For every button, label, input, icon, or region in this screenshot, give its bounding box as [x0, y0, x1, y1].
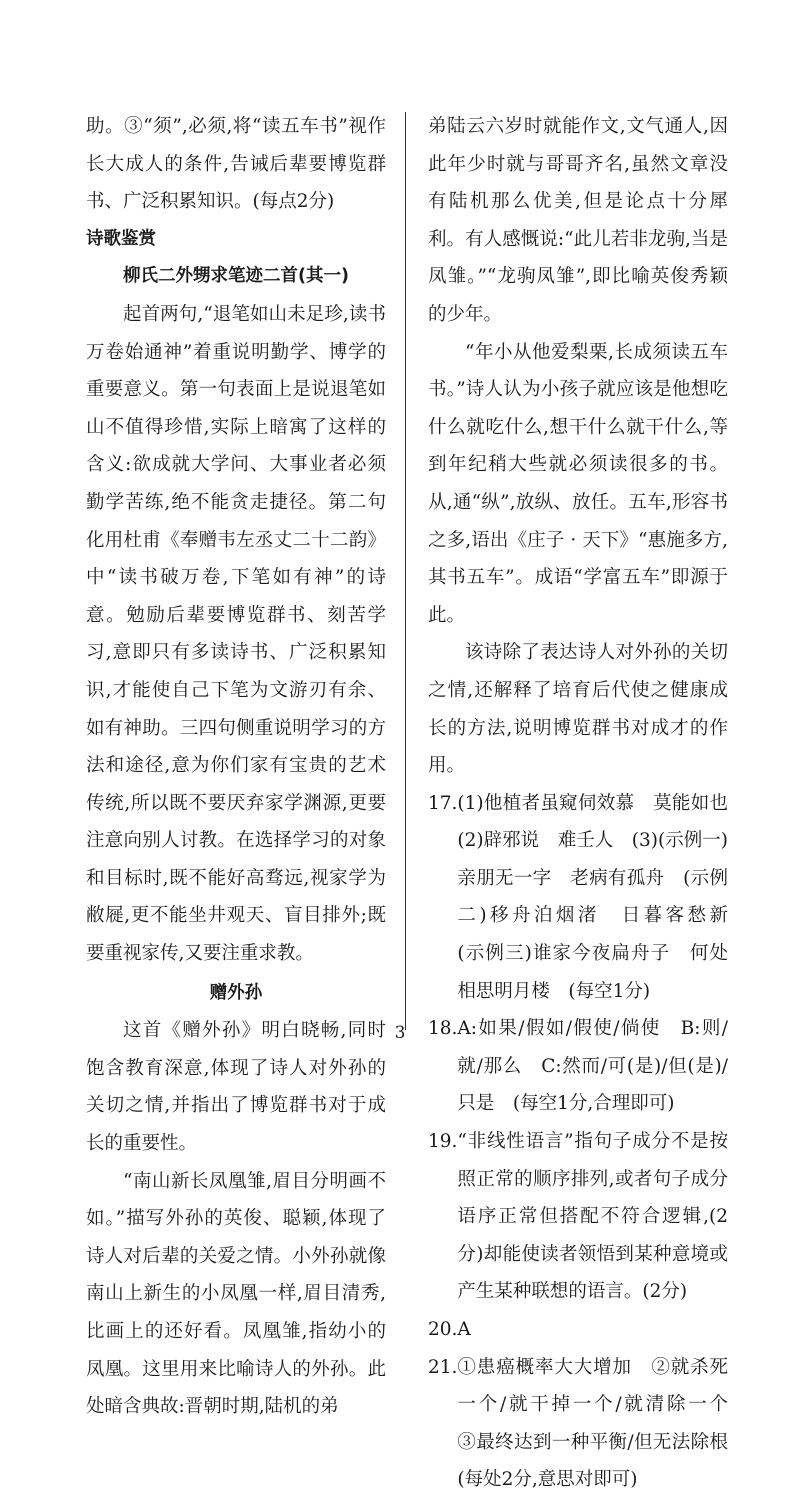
answer-text: A:如果/假如/假使/倘使 B:则/就/那么 C:然而/可(是)/但(是)/只是 (每空1分,合理即可) — [457, 1018, 728, 1115]
column-divider — [405, 112, 406, 1030]
section-title: 诗歌鉴赏 — [86, 228, 156, 249]
page-number: 3 — [394, 1023, 406, 1043]
answer-text: A — [457, 1319, 471, 1340]
answer-number: 20. — [428, 1319, 458, 1340]
answer-item — [428, 1123, 728, 1311]
right-column — [428, 108, 747, 1499]
poem2-analysis-3: 弟陆云六岁时就能作文,文气通人,因此年少时就与哥哥齐名,虽然文章没有陆机那么优美,但是论点十分犀利。有人感慨说:“此儿若非龙驹,当是凤雏。”“龙驹凤雏”,即比喻英俊秀颖的少年。 — [428, 116, 728, 325]
answer-continuation: 助。③“须”,必须,将“读五车书”视作长大成人的条件,告诫后辈要博览群书、广泛积累知识。(每点2分) — [86, 116, 386, 213]
answer-text: “非线性语言”指句子成分不是按照正常的顺序排列,或者句子成分语序正常但搭配不符合逻辑,(2分)却能使读者领悟到某种意境或产生某种联想的语言。(2分) — [457, 1131, 728, 1303]
poem2-title: 赠外孙 — [209, 982, 263, 1003]
poem2-analysis-5: 该诗除了表达诗人对外孙的关切之情,还解释了培育后代使之健康成长的方法,说明博览群书对成才的作用。 — [428, 642, 728, 777]
answer-text: (1)他植者虽窥伺效慕 莫能如也 (2)辟邪说 难壬人 (3)(示例一)亲朋无一字 老病有孤舟 (示例二)移舟泊烟渚 日暮客愁新 (示例三)谁家今夜扁舟子 何处相思明月楼 (每空1分) — [457, 792, 747, 1002]
poem1-analysis: 起首两句,“退笔如山未足珍,读书万卷始通神”着重说明勤学、博学的重要意义。第一句表面上是说退笔如山不值得珍惜,实际上暗寓了这样的含义:欲成就大学问、大事业者必须勤学苦练,绝不能贪走捷径。第二句化用杜甫《奉赠韦左丞丈二十二韵》中“读书破万卷,下笔如有神”的诗意。勉励后辈要博览群书、刻苦学习,意即只有多读诗书、广泛积累知识,才能使自己下笔为文游刃有余、如有神助。三四句侧重说明学习的方法和途径,意为你们家有宝贵的艺术传统,所以既不要厌弃家学渊源,更要注意向别人讨教。在选择学习的对象和目标时,既不能好高骛远,视家学为敝屣,更不能坐井观天、盲目排外;既要重视家传,又要注重求教。 — [86, 303, 386, 965]
left-column — [86, 108, 386, 1426]
answer-number: 18. — [428, 1018, 458, 1040]
poem2-analysis-1: 这首《赠外孙》明白晓畅,同时饱含教育深意,体现了诗人对外孙的关切之情,并指出了博览群书对于成长的重要性。 — [86, 1020, 386, 1155]
answer-number: 17. — [428, 792, 458, 814]
answer-number: 19. — [428, 1131, 458, 1153]
poem2-analysis-2: “南山新长凤凰雏,眉目分明画不如。”描写外孙的英俊、聪颖,体现了诗人对后辈的关爱之情。小外孙就像南山上新生的小凤凰一样,眉目清秀,比画上的还好看。凤凰雏,指幼小的凤凰。这里用来比喻诗人的外孙。此处暗含典故:晋朝时期,陆机的弟 — [86, 1170, 386, 1418]
poem1-title: 柳氏二外甥求笔迹二首(其一) — [123, 266, 349, 287]
answer-item — [428, 1311, 728, 1349]
answer-item — [428, 1349, 747, 1499]
poem2-analysis-4: “年小从他爱梨栗,长成须读五车书。”诗人认为小孩子就应该是他想吃什么就吃什么,想干什么就干什么,等到年纪稍大些就必须读很多的书。从,通“纵”,放纵、放任。五车,形容书之多,语出《庄子 · 天下》“惠施多方,其书五车”。成语“学富五车”即源于此。 — [428, 341, 728, 626]
answer-text: ①患癌概率大大增加 ②就杀死一个/就干掉一个/就清除一个 ③最终达到一种平衡/但无法除根 (每处2分,意思对即可) — [457, 1356, 747, 1491]
answer-number: 21. — [428, 1356, 458, 1378]
answer-item — [428, 785, 747, 1011]
